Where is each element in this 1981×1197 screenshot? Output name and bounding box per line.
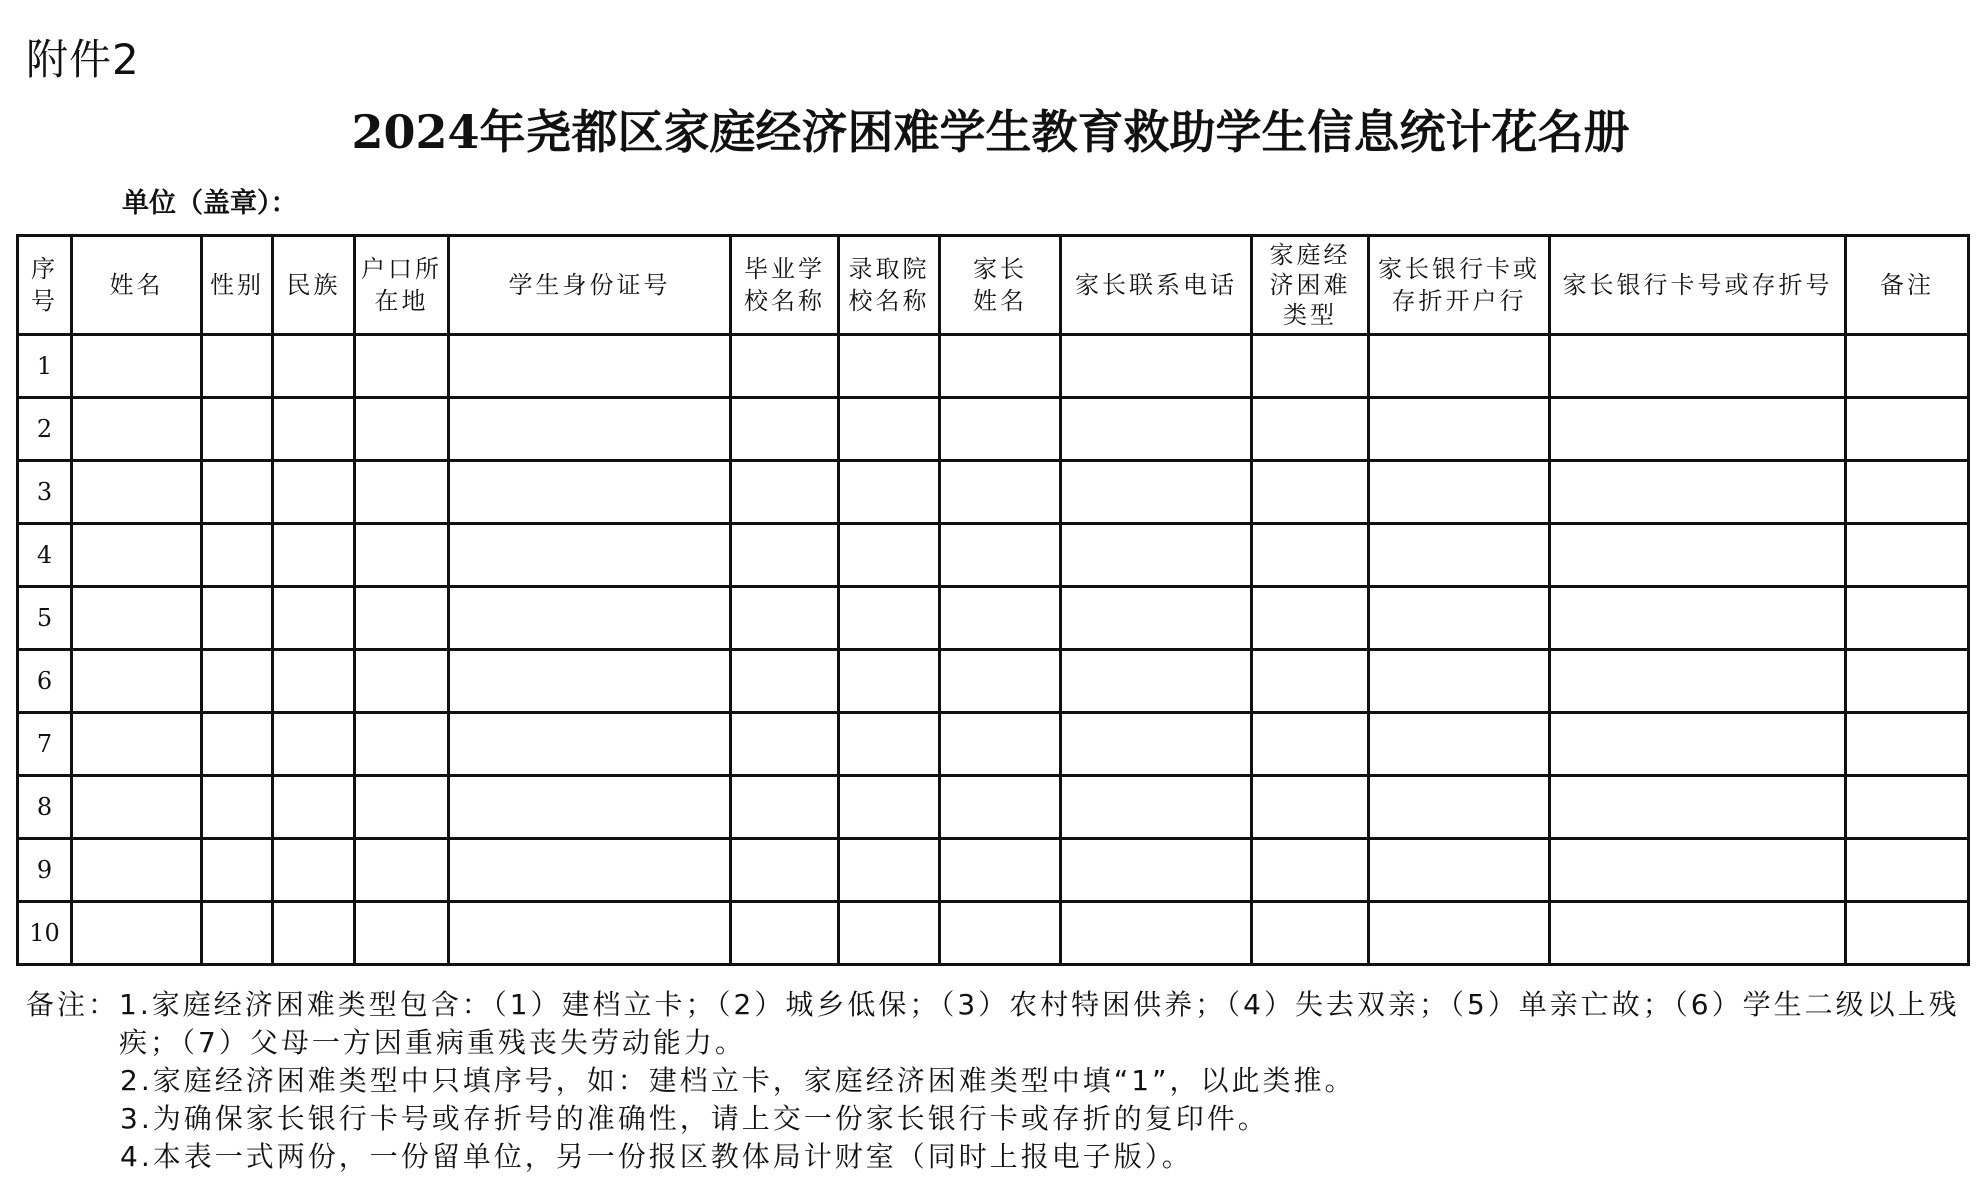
cell-gender[interactable] [202, 398, 273, 461]
cell-seq: 4 [18, 524, 72, 587]
cell-id-number[interactable] [449, 902, 731, 965]
table-row [18, 587, 1969, 650]
cell-household[interactable] [355, 461, 449, 524]
note-item: 4.本表一式两份，一份留单位，另一份报区教体局计财室（同时上报电子版）。 [120, 1140, 1193, 1173]
cell-hardship-type[interactable] [1252, 839, 1369, 902]
cell-household[interactable] [355, 335, 449, 398]
cell-graduated-school[interactable] [731, 335, 839, 398]
cell-bank-account[interactable] [1550, 713, 1846, 776]
cell-bank-branch[interactable] [1369, 587, 1550, 650]
cell-admitted-school[interactable] [839, 335, 940, 398]
cell-id-number[interactable] [449, 650, 731, 713]
notes-label: 备注： [26, 988, 120, 1021]
column-header-remarks: 备注 [1846, 236, 1969, 335]
note-item-text: 1.家庭经济困难类型包含：（1）建档立卡；（2）城乡低保；（3）农村特困供养；（4）失去双亲；（5）单亲亡故；（6）学生二级以上残疾；（7）父母一方因重病重残丧失劳动能力。 [119, 988, 1960, 1059]
cell-remarks[interactable] [1846, 587, 1969, 650]
cell-graduated-school[interactable] [731, 713, 839, 776]
cell-bank-branch[interactable] [1369, 398, 1550, 461]
attachment-label: 附件2 [26, 35, 140, 84]
cell-name[interactable] [72, 776, 202, 839]
cell-graduated-school[interactable] [731, 902, 839, 965]
cell-seq: 7 [18, 713, 72, 776]
cell-seq: 3 [18, 461, 72, 524]
cell-bank-branch[interactable] [1369, 524, 1550, 587]
cell-admitted-school[interactable] [839, 461, 940, 524]
cell-parent-phone[interactable] [1061, 587, 1252, 650]
table-row [18, 398, 1969, 461]
cell-remarks[interactable] [1846, 398, 1969, 461]
cell-hardship-type[interactable] [1252, 713, 1369, 776]
cell-ethnicity[interactable] [273, 650, 355, 713]
cell-bank-branch[interactable] [1369, 335, 1550, 398]
cell-admitted-school[interactable] [839, 839, 940, 902]
cell-remarks[interactable] [1846, 461, 1969, 524]
cell-remarks[interactable] [1846, 776, 1969, 839]
cell-parent-name[interactable] [940, 398, 1061, 461]
note-item: 2.家庭经济困难类型中只填序号，如：建档立卡，家庭经济困难类型中填“1”，以此类推。 [120, 1064, 1356, 1097]
cell-graduated-school[interactable] [731, 461, 839, 524]
cell-parent-phone[interactable] [1061, 776, 1252, 839]
notes-section [26, 986, 1971, 1176]
column-header-bank-branch: 家长银行卡或 存折开户行 [1369, 236, 1550, 335]
cell-gender[interactable] [202, 587, 273, 650]
note-item [26, 986, 1971, 1062]
table-header-row [18, 236, 1969, 335]
cell-household[interactable] [355, 398, 449, 461]
cell-seq: 9 [18, 839, 72, 902]
cell-bank-branch[interactable] [1369, 839, 1550, 902]
cell-remarks[interactable] [1846, 650, 1969, 713]
cell-parent-phone[interactable] [1061, 902, 1252, 965]
cell-seq: 10 [18, 902, 72, 965]
cell-parent-name[interactable] [940, 839, 1061, 902]
cell-bank-account[interactable] [1550, 398, 1846, 461]
table-row [18, 776, 1969, 839]
cell-hardship-type[interactable] [1252, 650, 1369, 713]
cell-parent-name[interactable] [940, 335, 1061, 398]
cell-household[interactable] [355, 776, 449, 839]
cell-id-number[interactable] [449, 524, 731, 587]
cell-hardship-type[interactable] [1252, 335, 1369, 398]
cell-id-number[interactable] [449, 461, 731, 524]
cell-graduated-school[interactable] [731, 524, 839, 587]
cell-bank-branch[interactable] [1369, 461, 1550, 524]
cell-seq: 6 [18, 650, 72, 713]
column-header-name: 姓名 [72, 236, 202, 335]
cell-parent-phone[interactable] [1061, 461, 1252, 524]
cell-household[interactable] [355, 713, 449, 776]
cell-name[interactable] [72, 650, 202, 713]
cell-name[interactable] [72, 461, 202, 524]
cell-seq: 8 [18, 776, 72, 839]
cell-bank-branch[interactable] [1369, 776, 1550, 839]
cell-ethnicity[interactable] [273, 587, 355, 650]
table-row [18, 713, 1969, 776]
cell-hardship-type[interactable] [1252, 524, 1369, 587]
cell-hardship-type[interactable] [1252, 902, 1369, 965]
cell-seq: 5 [18, 587, 72, 650]
cell-seq: 2 [18, 398, 72, 461]
cell-gender[interactable] [202, 713, 273, 776]
cell-parent-name[interactable] [940, 461, 1061, 524]
cell-gender[interactable] [202, 524, 273, 587]
cell-admitted-school[interactable] [839, 713, 940, 776]
cell-ethnicity[interactable] [273, 902, 355, 965]
column-header-bank-account: 家长银行卡号或存折号 [1550, 236, 1846, 335]
cell-parent-name[interactable] [940, 524, 1061, 587]
cell-parent-phone[interactable] [1061, 524, 1252, 587]
cell-id-number[interactable] [449, 839, 731, 902]
cell-admitted-school[interactable] [839, 524, 940, 587]
student-roster-table [16, 234, 1970, 966]
cell-remarks[interactable] [1846, 839, 1969, 902]
cell-parent-name[interactable] [940, 776, 1061, 839]
cell-bank-account[interactable] [1550, 461, 1846, 524]
cell-household[interactable] [355, 587, 449, 650]
cell-admitted-school[interactable] [839, 650, 940, 713]
cell-hardship-type[interactable] [1252, 776, 1369, 839]
cell-parent-phone[interactable] [1061, 335, 1252, 398]
cell-ethnicity[interactable] [273, 776, 355, 839]
cell-hardship-type[interactable] [1252, 461, 1369, 524]
cell-parent-phone[interactable] [1061, 650, 1252, 713]
table-body [18, 335, 1969, 965]
cell-name[interactable] [72, 839, 202, 902]
cell-bank-account[interactable] [1550, 776, 1846, 839]
table-row [18, 650, 1969, 713]
column-header-household: 户口所 在地 [355, 236, 449, 335]
cell-id-number[interactable] [449, 587, 731, 650]
cell-bank-account[interactable] [1550, 650, 1846, 713]
cell-parent-name[interactable] [940, 587, 1061, 650]
table-row [18, 461, 1969, 524]
cell-household[interactable] [355, 650, 449, 713]
cell-id-number[interactable] [449, 713, 731, 776]
column-header-hardship-type: 家庭经 济困难 类型 [1252, 236, 1369, 335]
cell-id-number[interactable] [449, 335, 731, 398]
cell-ethnicity[interactable] [273, 461, 355, 524]
cell-gender[interactable] [202, 650, 273, 713]
cell-household[interactable] [355, 902, 449, 965]
cell-parent-name[interactable] [940, 650, 1061, 713]
cell-name[interactable] [72, 398, 202, 461]
cell-name[interactable] [72, 713, 202, 776]
cell-household[interactable] [355, 839, 449, 902]
column-header-ethnicity: 民族 [273, 236, 355, 335]
cell-hardship-type[interactable] [1252, 398, 1369, 461]
cell-remarks[interactable] [1846, 524, 1969, 587]
cell-graduated-school[interactable] [731, 839, 839, 902]
cell-name[interactable] [72, 902, 202, 965]
cell-gender[interactable] [202, 902, 273, 965]
cell-bank-branch[interactable] [1369, 902, 1550, 965]
cell-bank-account[interactable] [1550, 587, 1846, 650]
column-header-parent-phone: 家长联系电话 [1061, 236, 1252, 335]
cell-remarks[interactable] [1846, 335, 1969, 398]
cell-ethnicity[interactable] [273, 839, 355, 902]
column-header-id-number: 学生身份证号 [449, 236, 731, 335]
cell-parent-name[interactable] [940, 902, 1061, 965]
cell-admitted-school[interactable] [839, 587, 940, 650]
cell-name[interactable] [72, 524, 202, 587]
cell-graduated-school[interactable] [731, 587, 839, 650]
page-title: 2024年尧都区家庭经济困难学生教育救助学生信息统计花名册 [351, 105, 1630, 159]
cell-admitted-school[interactable] [839, 398, 940, 461]
cell-id-number[interactable] [449, 776, 731, 839]
cell-admitted-school[interactable] [839, 776, 940, 839]
cell-graduated-school[interactable] [731, 650, 839, 713]
cell-parent-name[interactable] [940, 713, 1061, 776]
cell-name[interactable] [72, 335, 202, 398]
cell-admitted-school[interactable] [839, 902, 940, 965]
cell-gender[interactable] [202, 335, 273, 398]
column-header-seq: 序 号 [18, 236, 72, 335]
note-item: 3.为确保家长银行卡号或存折号的准确性，请上交一份家长银行卡或存折的复印件。 [120, 1102, 1269, 1135]
unit-stamp-label: 单位（盖章）： [122, 188, 298, 219]
column-header-admitted-school: 录取院 校名称 [839, 236, 940, 335]
table-row [18, 524, 1969, 587]
cell-bank-account[interactable] [1550, 902, 1846, 965]
cell-bank-account[interactable] [1550, 524, 1846, 587]
cell-parent-phone[interactable] [1061, 398, 1252, 461]
cell-id-number[interactable] [449, 398, 731, 461]
cell-seq: 1 [18, 335, 72, 398]
column-header-graduated-school: 毕业学 校名称 [731, 236, 839, 335]
cell-bank-branch[interactable] [1369, 713, 1550, 776]
cell-ethnicity[interactable] [273, 524, 355, 587]
cell-bank-branch[interactable] [1369, 650, 1550, 713]
cell-gender[interactable] [202, 839, 273, 902]
cell-parent-phone[interactable] [1061, 713, 1252, 776]
column-header-gender: 性别 [202, 236, 273, 335]
cell-ethnicity[interactable] [273, 335, 355, 398]
cell-household[interactable] [355, 524, 449, 587]
cell-parent-phone[interactable] [1061, 839, 1252, 902]
cell-gender[interactable] [202, 776, 273, 839]
cell-remarks[interactable] [1846, 902, 1969, 965]
cell-remarks[interactable] [1846, 713, 1969, 776]
cell-bank-account[interactable] [1550, 839, 1846, 902]
column-header-parent-name: 家长 姓名 [940, 236, 1061, 335]
table-row [18, 335, 1969, 398]
cell-bank-account[interactable] [1550, 335, 1846, 398]
cell-graduated-school[interactable] [731, 398, 839, 461]
cell-hardship-type[interactable] [1252, 587, 1369, 650]
cell-ethnicity[interactable] [273, 398, 355, 461]
cell-ethnicity[interactable] [273, 713, 355, 776]
cell-gender[interactable] [202, 461, 273, 524]
cell-graduated-school[interactable] [731, 776, 839, 839]
table-row [18, 902, 1969, 965]
cell-name[interactable] [72, 587, 202, 650]
table-row [18, 839, 1969, 902]
